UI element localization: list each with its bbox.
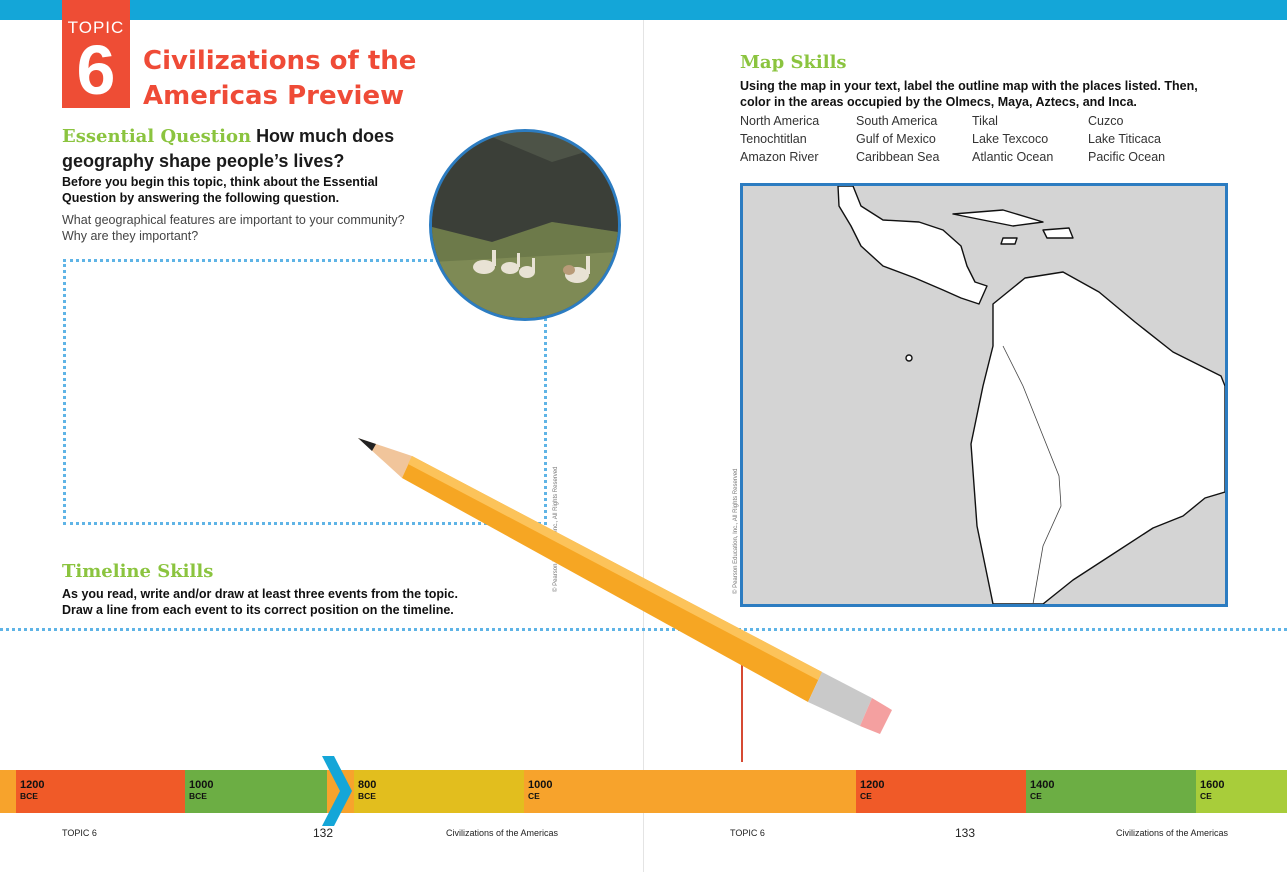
footer-left-title: Civilizations of the Americas: [446, 828, 559, 838]
topic-number: 6: [76, 31, 116, 109]
place-item: Pacific Ocean: [1088, 150, 1166, 164]
place-item: Lake Texcoco: [972, 132, 1049, 146]
place-item: Tenochtitlan: [740, 132, 807, 146]
footer-right-topic: TOPIC 6: [730, 828, 765, 838]
timeline-segment: [185, 770, 327, 813]
timeline-segment: [856, 770, 1026, 813]
footer-left-page-number: 132: [313, 826, 334, 840]
timeline-segment: [354, 770, 524, 813]
central-america-landmass: [838, 186, 987, 304]
timeline-start-cap: [0, 770, 16, 813]
timeline-year: 1200: [20, 779, 45, 791]
copyright-note-right: © Pearson Education, Inc., All Rights Reserved: [733, 468, 739, 594]
timeline-break-icon: [312, 756, 358, 826]
place-item: Gulf of Mexico: [856, 132, 936, 146]
top-color-bar: [0, 0, 1287, 20]
llamas-photo: [429, 129, 621, 321]
question-text: What geographical features are important to your community? Why are they important?: [62, 213, 405, 243]
place-item: Atlantic Ocean: [972, 150, 1054, 164]
galapagos-island: [906, 355, 912, 361]
timeline-year: 1400: [1030, 779, 1055, 791]
south-america-landmass: [971, 272, 1225, 604]
timeline-year: 800: [358, 779, 377, 791]
pencil-illustration: [352, 432, 902, 742]
cuba-island: [953, 210, 1043, 226]
copyright-note: © Pearson Education, Inc., All Rights Reserved: [553, 466, 559, 592]
place-item: Caribbean Sea: [856, 150, 940, 164]
timeline-era: CE: [528, 791, 540, 801]
timeline-segment: [1196, 770, 1287, 813]
place-item: Lake Titicaca: [1088, 132, 1161, 146]
timeline-year: 1600: [1200, 779, 1225, 791]
timeline-era: BCE: [20, 791, 38, 801]
essential-question-label: Essential Question: [62, 126, 252, 147]
page-title: Civilizations of the Americas Preview: [143, 46, 417, 111]
place-item: North America: [740, 114, 820, 128]
topic-tab: [62, 0, 130, 108]
places-list: [740, 114, 1220, 164]
map-instructions: Using the map in your text, label the outline map with the places listed. Then, color in the areas occupied by the Olmecs, Maya, Aztecs, and Inca.: [740, 79, 1198, 109]
timeline-year: 1000: [528, 779, 553, 791]
place-item: South America: [856, 114, 938, 128]
hispaniola-island: [1043, 228, 1073, 238]
place-item: Tikal: [972, 114, 998, 128]
footer-right-title: Civilizations of the Americas: [1116, 828, 1229, 838]
essential-question-text: How much does geography shape people’s lives?: [62, 126, 395, 171]
topic-label: TOPIC: [67, 18, 125, 37]
timeline-segment: [524, 770, 644, 813]
place-item: Amazon River: [740, 150, 819, 164]
place-item: Cuzco: [1088, 114, 1124, 128]
timeline-era: CE: [1030, 791, 1042, 801]
footer-left-topic: TOPIC 6: [62, 828, 97, 838]
footer-right-page-number: 133: [955, 826, 976, 840]
llamas-photo-illustration: [432, 132, 618, 318]
timeline-heading: Timeline Skills: [62, 561, 214, 582]
timeline-era: CE: [1200, 791, 1212, 801]
timeline-era: CE: [860, 791, 872, 801]
timeline-instructions: As you read, write and/or draw at least three events from the topic. Draw a line from each event to its correct position on the timeline.: [62, 587, 458, 617]
jamaica-island: [1001, 238, 1017, 244]
map-skills-heading: Map Skills: [740, 52, 847, 73]
timeline-year: 1000: [189, 779, 214, 791]
timeline-segment: [1026, 770, 1196, 813]
timeline-segment: [16, 770, 185, 813]
timeline-year: 1200: [860, 779, 885, 791]
timeline-era: BCE: [189, 791, 207, 801]
essential-question: [62, 124, 442, 174]
intro-text: Before you begin this topic, think about the Essential Question by answering the following question.: [62, 175, 379, 205]
timeline-era: BCE: [358, 791, 376, 801]
